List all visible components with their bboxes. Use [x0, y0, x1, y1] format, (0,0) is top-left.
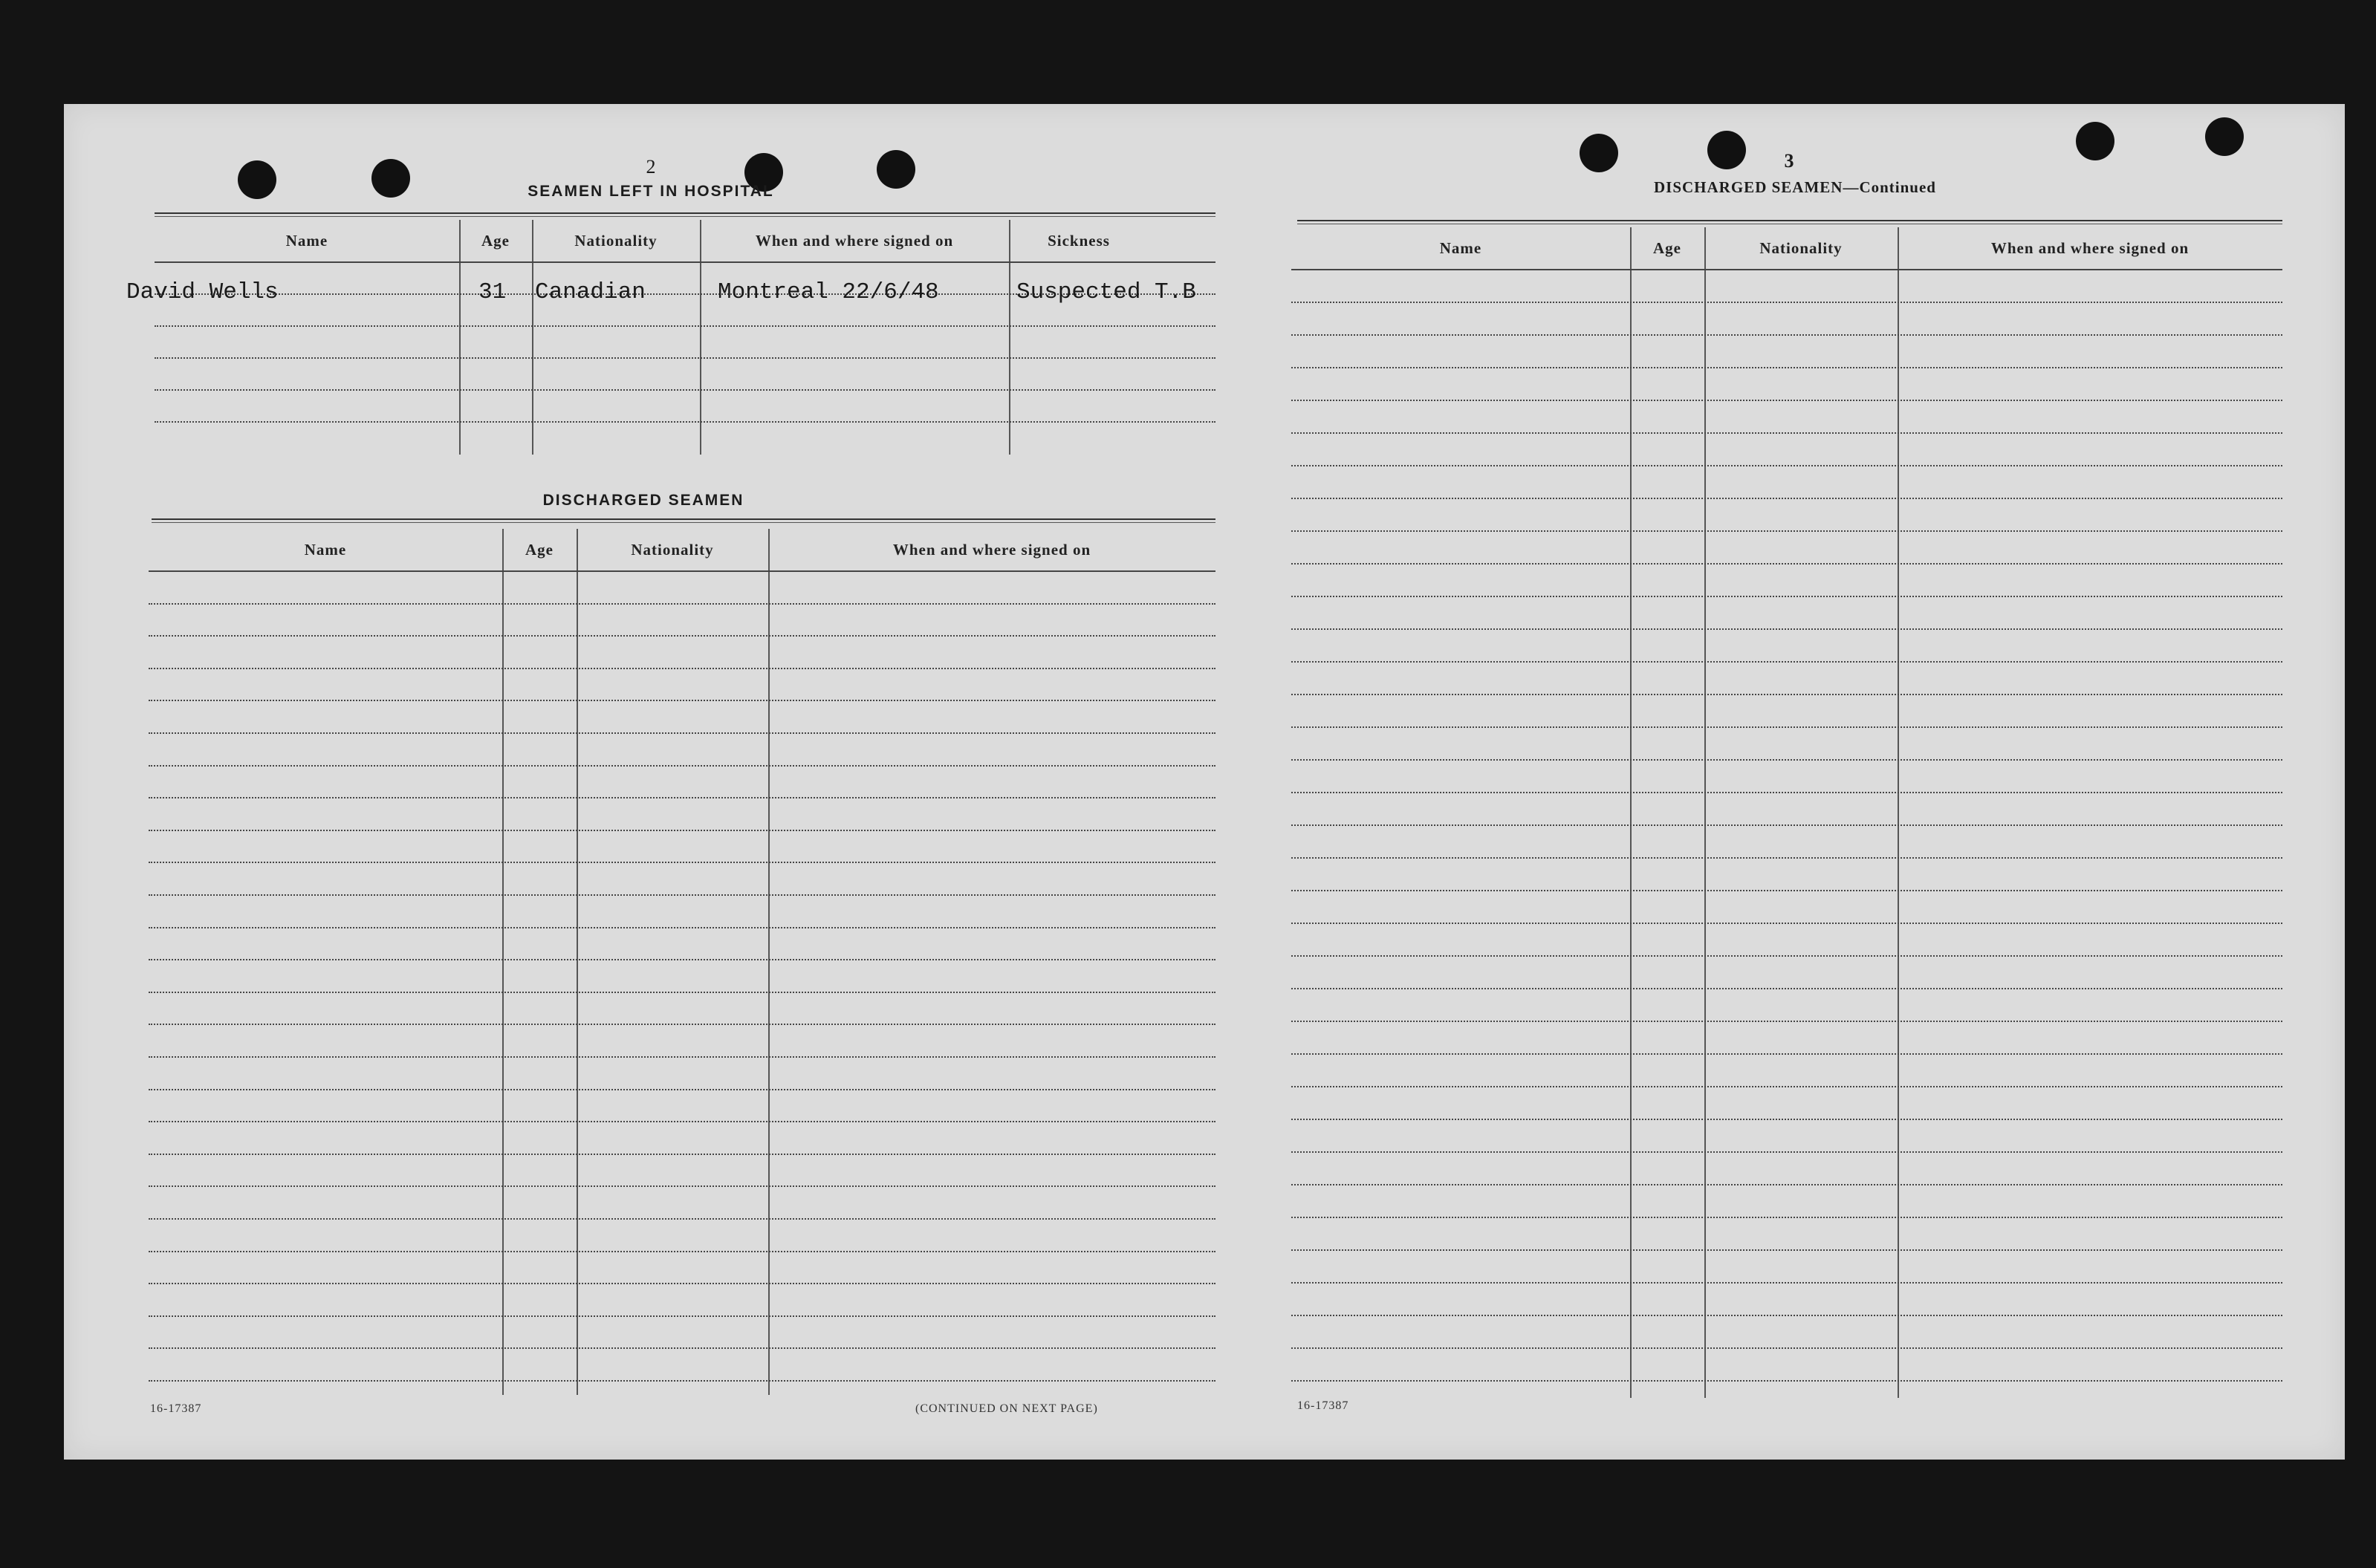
ruled-row-line: [1291, 302, 2282, 303]
ruled-row-line: [1291, 334, 2282, 336]
ruled-row-line: [149, 1283, 1215, 1284]
column-header-nationality: Nationality: [631, 540, 714, 559]
column-header-nationality: Nationality: [1759, 238, 1843, 257]
form-code: 16-17387: [1297, 1399, 1349, 1412]
ruled-row-line: [155, 325, 1215, 327]
ruled-row-line: [1291, 1119, 2282, 1120]
ruled-row-line: [1291, 955, 2282, 957]
punch-hole: [371, 159, 410, 198]
column-divider: [532, 220, 533, 455]
ruled-row-line: [1291, 988, 2282, 989]
punch-hole: [2076, 122, 2114, 160]
ruled-row-line: [149, 959, 1215, 960]
column-header-name: Name: [285, 231, 328, 250]
header-underline: [149, 570, 1215, 572]
ruled-row-line: [149, 668, 1215, 669]
ruled-row-line: [1291, 1249, 2282, 1251]
ruled-row-line: [1291, 824, 2282, 826]
ruled-row-line: [1291, 759, 2282, 761]
ruled-row-line: [1291, 400, 2282, 401]
ruled-row-line: [1291, 563, 2282, 565]
form-code: 16-17387: [150, 1402, 202, 1415]
hospital-section-title: SEAMEN LEFT IN HOSPITAL: [528, 183, 774, 200]
ruled-row-line: [1291, 465, 2282, 466]
column-divider: [1009, 220, 1010, 455]
ruled-row-line: [149, 1024, 1215, 1025]
ruled-row-line: [149, 797, 1215, 798]
ruled-row-line: [149, 830, 1215, 831]
ruled-row-line: [149, 732, 1215, 734]
ruled-row-line: [1291, 1184, 2282, 1185]
column-divider: [577, 529, 578, 1395]
ruled-row-line: [149, 1154, 1215, 1155]
ruled-row-line: [1291, 1315, 2282, 1316]
discharged-continued-title: DISCHARGED SEAMEN—Continued: [1654, 178, 1936, 196]
ruled-row-line: [1291, 857, 2282, 859]
ruled-row-line: [1291, 628, 2282, 630]
title-rule: [152, 518, 1215, 523]
hospital-table: [155, 220, 1215, 458]
column-header-signed-on: When and where signed on: [892, 540, 1091, 559]
ruled-row-line: [1291, 1282, 2282, 1284]
punch-hole: [238, 160, 276, 199]
ruled-row-line: [149, 1251, 1215, 1252]
ruled-row-line: [149, 1315, 1215, 1317]
ruled-row-line: [149, 635, 1215, 637]
entry-age: 31: [478, 279, 507, 305]
column-header-sickness: Sickness: [1048, 231, 1110, 250]
discharged-table-right: [1291, 227, 2282, 1401]
ruled-row-line: [149, 1347, 1215, 1349]
ruled-row-line: [1291, 694, 2282, 695]
discharged-section-title: DISCHARGED SEAMEN: [542, 492, 744, 509]
column-divider: [700, 220, 701, 455]
continued-note: (CONTINUED ON NEXT PAGE): [915, 1402, 1098, 1415]
header-underline: [155, 261, 1215, 263]
ruled-row-line: [1291, 726, 2282, 728]
ruled-row-line: [149, 1056, 1215, 1058]
entry-signed-on: Montreal 22/6/48: [718, 279, 939, 305]
discharged-table-left: [149, 529, 1215, 1398]
column-divider: [502, 529, 504, 1395]
ruled-row-line: [149, 603, 1215, 605]
ruled-row-line: [1291, 432, 2282, 434]
ruled-row-line: [149, 1121, 1215, 1122]
column-header-age: Age: [525, 540, 554, 559]
punch-hole: [1707, 131, 1746, 169]
column-divider: [768, 529, 770, 1395]
entry-sickness: Suspected T.B: [1016, 279, 1196, 305]
ruled-row-line: [149, 927, 1215, 928]
column-header-name: Name: [1439, 238, 1482, 257]
ruled-row-line: [155, 389, 1215, 391]
ruled-row-line: [149, 1218, 1215, 1220]
column-header-nationality: Nationality: [574, 231, 658, 250]
ruled-row-line: [149, 700, 1215, 701]
column-header-name: Name: [304, 540, 347, 559]
ruled-row-line: [149, 1089, 1215, 1090]
ruled-row-line: [1291, 596, 2282, 597]
entry-name: David Wells: [126, 279, 279, 305]
page-number: 3: [1784, 150, 1794, 172]
document-sheet: [64, 104, 2345, 1460]
ruled-row-line: [1291, 498, 2282, 499]
column-divider: [1704, 227, 1706, 1398]
punch-hole: [1580, 134, 1618, 172]
ruled-row-line: [149, 862, 1215, 863]
ruled-row-line: [1291, 1151, 2282, 1153]
entry-nationality: Canadian: [535, 279, 646, 305]
ruled-row-line: [149, 1185, 1215, 1187]
ruled-row-line: [149, 894, 1215, 896]
ruled-row-line: [1291, 1021, 2282, 1022]
ruled-row-line: [149, 1380, 1215, 1382]
column-divider: [1630, 227, 1632, 1398]
ruled-row-line: [155, 421, 1215, 423]
ruled-row-line: [1291, 1347, 2282, 1349]
ruled-row-line: [1291, 661, 2282, 663]
column-header-signed-on: When and where signed on: [755, 231, 954, 250]
ruled-row-line: [1291, 1086, 2282, 1087]
ruled-row-line: [1291, 1217, 2282, 1218]
page-number: 2: [646, 156, 656, 178]
ruled-row-line: [1291, 367, 2282, 368]
column-header-age: Age: [481, 231, 510, 250]
ruled-row-line: [1291, 530, 2282, 532]
ruled-row-line: [1291, 890, 2282, 891]
ruled-row-line: [149, 992, 1215, 993]
column-header-signed-on: When and where signed on: [1990, 238, 2190, 257]
column-divider: [459, 220, 461, 455]
ruled-row-line: [149, 765, 1215, 767]
header-underline: [1291, 269, 2282, 270]
title-rule: [155, 212, 1215, 217]
title-rule: [1297, 220, 2282, 224]
ruled-row-line: [1291, 1380, 2282, 1382]
punch-hole: [877, 150, 915, 189]
ruled-row-line: [1291, 792, 2282, 793]
ruled-row-line: [1291, 923, 2282, 924]
ruled-row-line: [1291, 1053, 2282, 1055]
punch-hole: [2205, 117, 2244, 156]
column-header-age: Age: [1653, 238, 1681, 257]
ruled-row-line: [155, 357, 1215, 359]
column-divider: [1898, 227, 1899, 1398]
